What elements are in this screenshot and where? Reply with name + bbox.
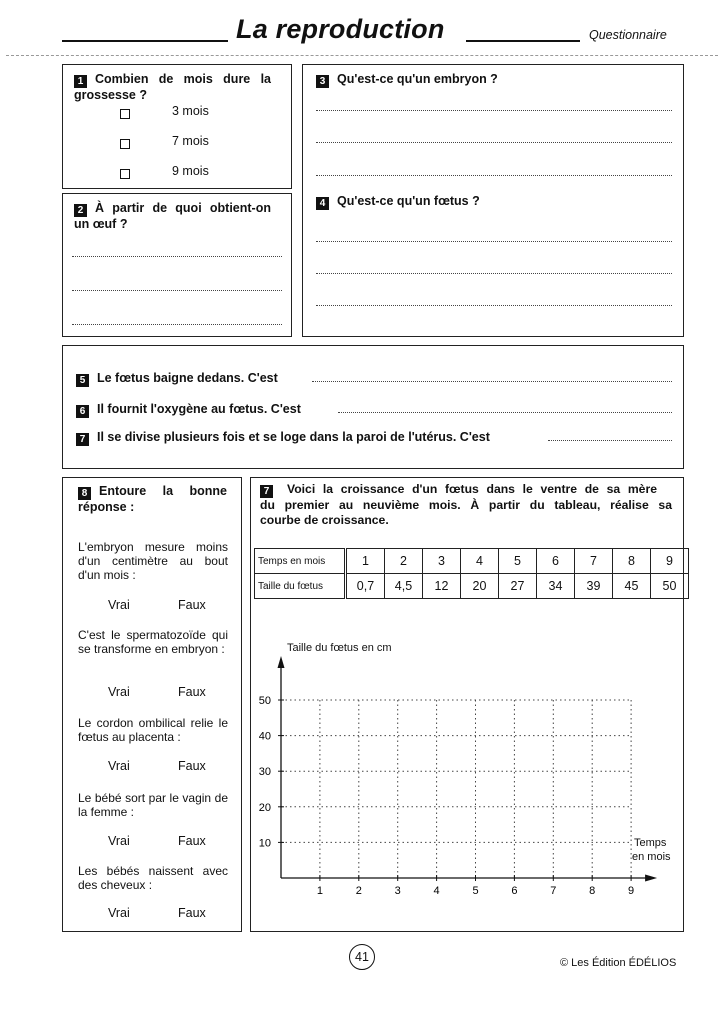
answer-line-3b[interactable] — [316, 142, 672, 143]
table-cell: 27 — [499, 574, 537, 599]
question-7-number: 7 — [76, 433, 89, 446]
y-tick-label: 20 — [258, 801, 271, 814]
question-4-number: 4 — [316, 197, 329, 210]
x-axis-label-a: Temps — [634, 837, 667, 849]
checkbox-9-mois[interactable] — [120, 169, 130, 179]
x-tick-label: 2 — [355, 885, 362, 897]
growth-table — [254, 548, 689, 599]
question-9-text-c: courbe de croissance. — [260, 513, 389, 527]
answer-line-4a[interactable] — [316, 241, 672, 242]
question-3-text: Qu'est-ce qu'un embryon ? — [337, 72, 498, 86]
header-rule-left — [62, 40, 228, 42]
table-cell: 20 — [461, 574, 499, 599]
question-7 — [76, 430, 490, 446]
table-cell: 39 — [575, 574, 613, 599]
answer-line-3c[interactable] — [316, 175, 672, 176]
vrai-2[interactable]: Vrai — [108, 685, 130, 699]
faux-4[interactable]: Faux — [178, 834, 206, 848]
answer-line-6[interactable] — [338, 412, 672, 413]
x-tick-label: 3 — [394, 885, 401, 897]
table-cell: 4,5 — [385, 574, 423, 599]
table-cell: 5 — [499, 549, 537, 574]
table-cell: 34 — [537, 574, 575, 599]
question-4-text: Qu'est-ce qu'un fœtus ? — [337, 194, 480, 208]
table-cell: 45 — [613, 574, 651, 599]
x-tick-label: 5 — [472, 885, 479, 897]
table-cell: 8 — [613, 549, 651, 574]
question-1-text-a: Combien de mois dure la — [95, 72, 271, 86]
header-rule-right — [466, 40, 580, 42]
question-8-title-b: réponse : — [78, 500, 135, 514]
question-6-text: Il fournit l'oxygène au fœtus. C'est — [97, 402, 301, 416]
question-3-number: 3 — [316, 75, 329, 88]
faux-2[interactable]: Faux — [178, 685, 206, 699]
table-header-months: Temps en mois — [255, 549, 346, 574]
page-number — [349, 944, 375, 970]
table-cell: 12 — [423, 574, 461, 599]
table-cell: 1 — [346, 549, 385, 574]
x-tick-label: 4 — [433, 885, 440, 897]
answer-line-4c[interactable] — [316, 305, 672, 306]
table-row-sizes — [255, 574, 689, 599]
question-9-box — [250, 477, 684, 932]
question-1-number: 1 — [74, 75, 87, 88]
checkbox-7-mois[interactable] — [120, 139, 130, 149]
statement-3: Le cordon ombilical relie le fœtus au placenta : — [78, 716, 228, 744]
question-8-number: 8 — [78, 487, 91, 500]
option-7-mois: 7 mois — [172, 134, 209, 148]
x-axis-label-b: en mois — [632, 851, 671, 863]
answer-line-2a[interactable] — [72, 256, 282, 257]
question-5 — [76, 371, 278, 387]
x-tick-label: 7 — [550, 885, 557, 897]
page-number-text: 41 — [355, 950, 369, 964]
question-9-text-b: du premier au neuvième mois. À partir du tableau, réalise sa — [260, 498, 672, 512]
question-6-number: 6 — [76, 405, 89, 418]
question-9-intro — [260, 482, 674, 528]
table-cell: 7 — [575, 549, 613, 574]
question-7-text: Il se divise plusieurs fois et se loge dans la paroi de l'utérus. C'est — [97, 430, 490, 444]
y-tick-label: 50 — [258, 695, 271, 707]
faux-1[interactable]: Faux — [178, 598, 206, 612]
question-2-text-b: un œuf ? — [74, 217, 128, 231]
header-dotted-line — [6, 55, 718, 56]
faux-5[interactable]: Faux — [178, 906, 206, 920]
vrai-3[interactable]: Vrai — [108, 759, 130, 773]
question-5-number: 5 — [76, 374, 89, 387]
question-6 — [76, 402, 301, 418]
table-header-sizes: Taille du fœtus — [255, 574, 346, 599]
statement-2: C'est le spermatozoïde qui se transforme en embryon : — [78, 628, 228, 656]
question-2-number: 2 — [74, 204, 87, 217]
answer-line-4b[interactable] — [316, 273, 672, 274]
x-tick-label: 9 — [628, 885, 635, 897]
table-cell: 9 — [651, 549, 689, 574]
answer-line-5[interactable] — [312, 381, 672, 382]
table-cell: 4 — [461, 549, 499, 574]
x-tick-label: 8 — [589, 885, 596, 897]
vrai-1[interactable]: Vrai — [108, 598, 130, 612]
page-subtitle: Questionnaire — [589, 28, 667, 42]
question-9-text-a: Voici la croissance d'un fœtus dans le ventre de sa mère — [287, 482, 657, 496]
table-cell: 3 — [423, 549, 461, 574]
y-tick-label: 10 — [258, 837, 271, 850]
table-row-months — [255, 549, 689, 574]
statement-4: Le bébé sort par le vagin de la femme : — [78, 791, 228, 819]
faux-3[interactable]: Faux — [178, 759, 206, 773]
statement-1: L'embryon mesure moins d'un centimètre au bout d'un mois : — [78, 540, 228, 582]
y-axis-label: Taille du fœtus en cm — [287, 642, 392, 654]
question-8-title — [78, 484, 228, 515]
vrai-5[interactable]: Vrai — [108, 906, 130, 920]
table-cell: 6 — [537, 549, 575, 574]
x-tick-label: 1 — [316, 885, 323, 897]
x-tick-label: 6 — [511, 885, 518, 897]
page-title: La reproduction — [236, 14, 445, 44]
answer-line-7[interactable] — [548, 440, 672, 441]
question-1 — [74, 72, 282, 103]
vrai-4[interactable]: Vrai — [108, 834, 130, 848]
statement-5: Les bébés naissent avec des cheveux : — [78, 864, 228, 892]
option-3-mois: 3 mois — [172, 104, 209, 118]
answer-line-3a[interactable] — [316, 110, 672, 111]
y-tick-label: 30 — [258, 766, 271, 779]
answer-line-2c[interactable] — [72, 324, 282, 325]
question-4 — [316, 194, 480, 210]
copyright: © Les Édition ÉDÉLIOS — [560, 957, 677, 969]
question-2 — [74, 201, 282, 232]
table-cell: 0,7 — [346, 574, 385, 599]
table-cell: 2 — [385, 549, 423, 574]
question-8-title-a: Entoure la bonne — [99, 484, 227, 498]
y-tick-label: 40 — [258, 730, 271, 743]
question-3 — [316, 72, 498, 88]
question-1-text-b: grossesse ? — [74, 88, 147, 102]
question-9-number: 7 — [260, 485, 273, 498]
table-cell: 50 — [651, 574, 689, 599]
option-9-mois: 9 mois — [172, 164, 209, 178]
answer-line-2b[interactable] — [72, 290, 282, 291]
question-2-text-a: À partir de quoi obtient-on — [95, 201, 271, 215]
question-5-text: Le fœtus baigne dedans. C'est — [97, 371, 278, 385]
checkbox-3-mois[interactable] — [120, 109, 130, 119]
